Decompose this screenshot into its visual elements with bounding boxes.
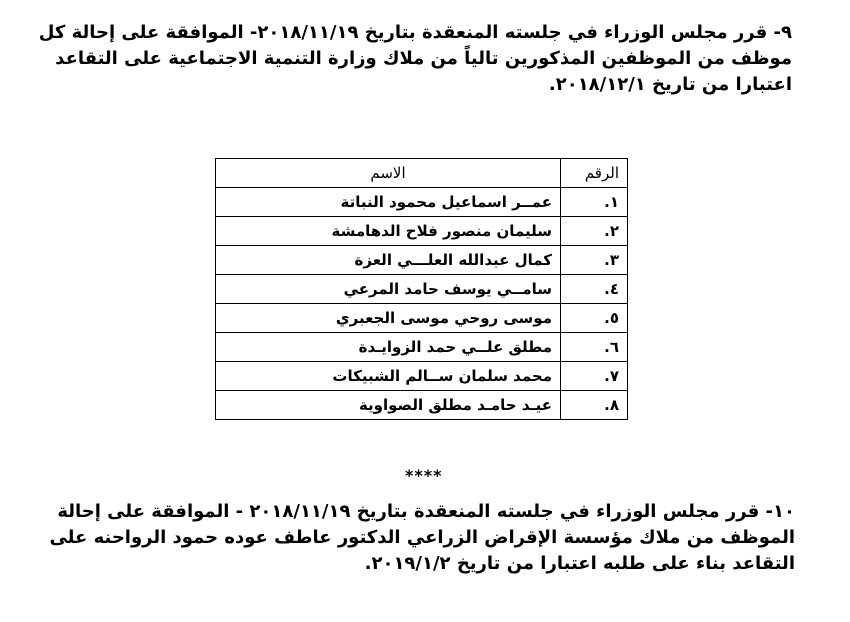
- table-row: [216, 333, 628, 362]
- table-row: [216, 362, 628, 391]
- row-number: ٢.: [561, 217, 628, 246]
- paragraph-9-line-3: اعتبارا من تاريخ ٢٠١٨/١٢/١.: [548, 74, 792, 95]
- decision-paragraph-10: [45, 499, 795, 577]
- row-name: سامــي يوسف حامد المرعي: [216, 275, 561, 304]
- table-row: [216, 246, 628, 275]
- row-number: ٨.: [561, 391, 628, 420]
- paragraph-9-line-2: موظف من الموظفين المذكورين تالياً من ملاك وزارة التنمية الاجتماعية على التقاعد: [55, 48, 792, 69]
- table-row: [216, 304, 628, 333]
- row-number: ٥.: [561, 304, 628, 333]
- row-name: عمــر اسماعيل محمود النباتة: [216, 188, 561, 217]
- table-row: [216, 275, 628, 304]
- row-number: ٣.: [561, 246, 628, 275]
- row-name: عيـد حامـد مطلق الصواوية: [216, 391, 561, 420]
- header-number: الرقم: [561, 159, 628, 188]
- row-name: محمد سلمان ســالم الشبيكات: [216, 362, 561, 391]
- header-name: الاسم: [216, 159, 561, 188]
- row-name: سليمان منصور فلاح الدهامشة: [216, 217, 561, 246]
- table-header-row: [216, 159, 628, 188]
- paragraph-10-line-1: ١٠- قرر مجلس الوزراء في جلسته المنعقدة بتاريخ ٢٠١٨/١١/١٩ - الموافقة على إحالة: [57, 501, 795, 522]
- table-row: [216, 217, 628, 246]
- section-separator: ****: [405, 466, 443, 485]
- table-row: [216, 188, 628, 217]
- paragraph-10-number: ١٠-: [765, 501, 795, 522]
- table-row: [216, 391, 628, 420]
- retirees-table: [215, 158, 628, 420]
- paragraph-10-line-2: الموظف من ملاك مؤسسة الإقراض الزراعي الدكتور عاطف عوده حمود الرواحنه على: [49, 527, 795, 548]
- row-name: مطلق علــي حمد الزوايـدة: [216, 333, 561, 362]
- paragraph-10-line-3: التقاعد بناء على طلبه اعتبارا من تاريخ ٢٠١٩/١/٢.: [364, 553, 795, 574]
- paragraph-9-number: ٩-: [773, 22, 792, 43]
- row-name: كمال عبدالله العلـــي العزة: [216, 246, 561, 275]
- row-number: ٤.: [561, 275, 628, 304]
- row-number: ٦.: [561, 333, 628, 362]
- paragraph-9-line-1: ٩- قرر مجلس الوزراء في جلسته المنعقدة بتاريخ ٢٠١٨/١١/١٩- الموافقة على إحالة كل: [38, 22, 792, 43]
- decision-paragraph-9: [38, 20, 792, 98]
- row-number: ٧.: [561, 362, 628, 391]
- row-name: موسى روحي موسى الجعبري: [216, 304, 561, 333]
- row-number: ١.: [561, 188, 628, 217]
